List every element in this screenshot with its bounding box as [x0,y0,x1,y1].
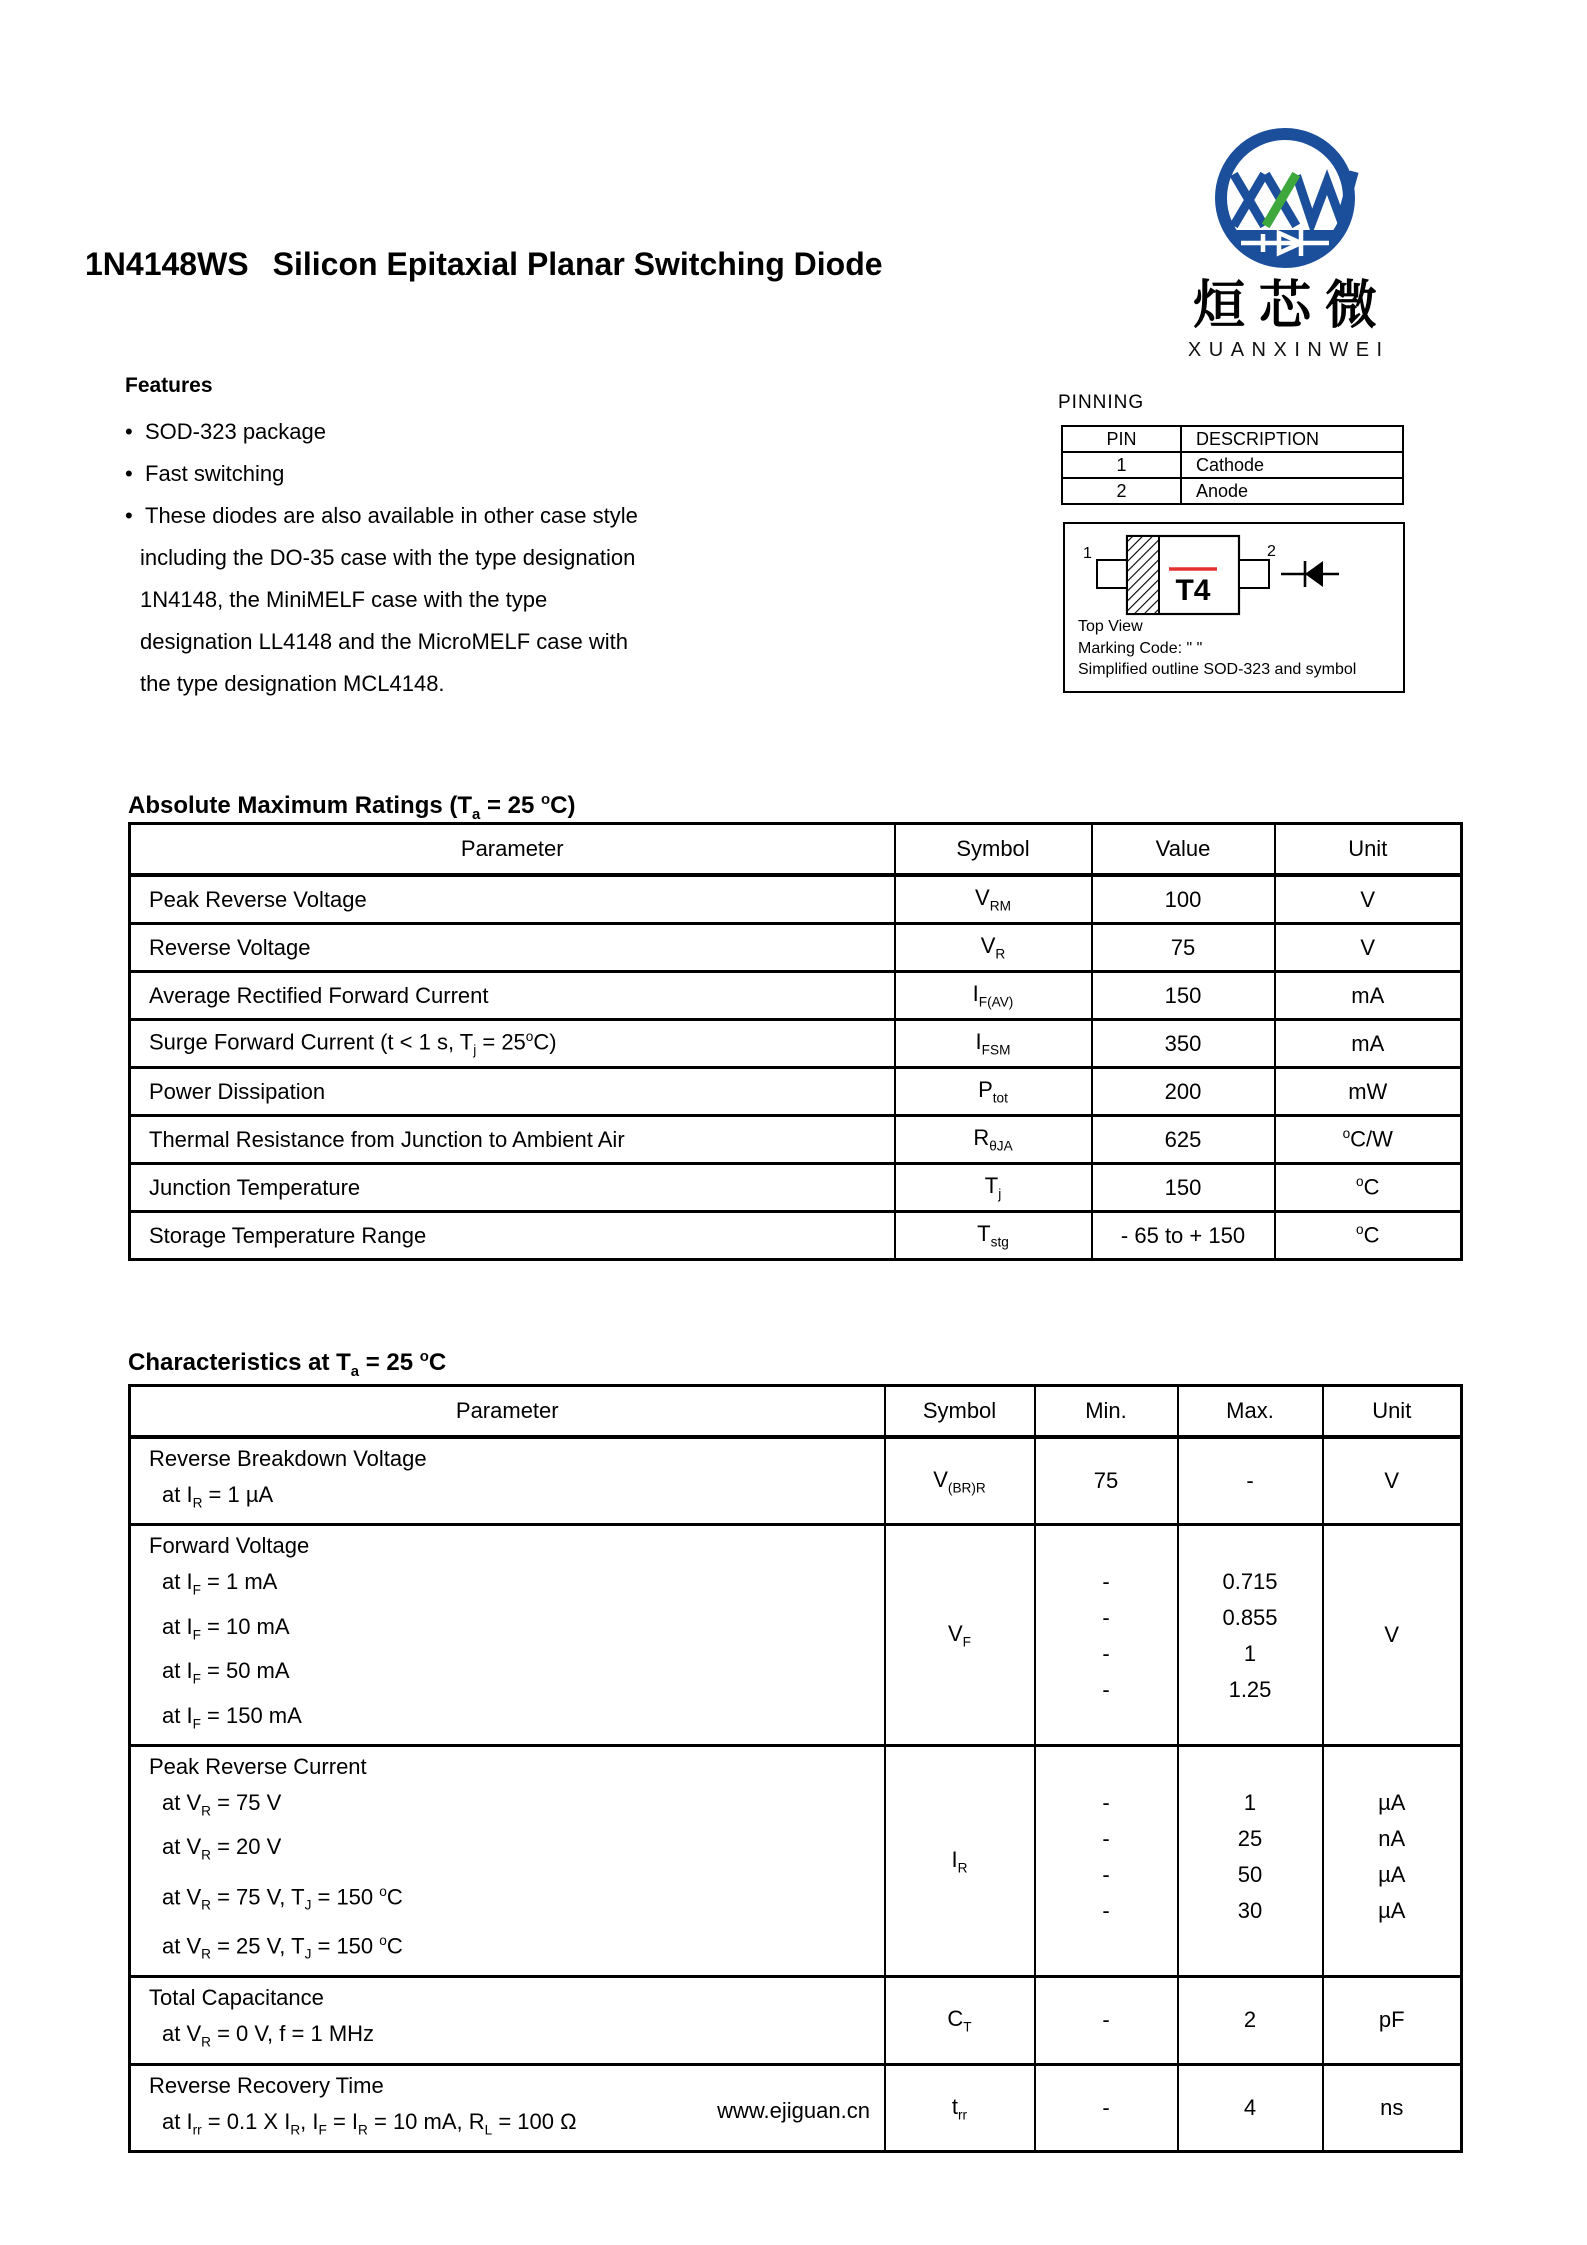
min-cell: - - - - [1035,1525,1178,1746]
caption-simplified-outline: Simplified outline SOD-323 and symbol [1078,661,1357,678]
parameter-cell [130,1745,885,1976]
value-cell: 100 [1092,875,1275,924]
symbol-cell: $t_{rr}$ [885,2064,1035,2151]
table-row [130,1525,1462,1746]
value-cell: 625 [1092,1116,1275,1164]
col-header-pin: PIN [1062,426,1181,452]
symbol-cell: $P_{tot}$ [895,1068,1092,1116]
pin-description-cell: Anode [1181,478,1403,504]
table-row [130,1164,1462,1212]
max-cell: 2 [1178,1977,1323,2064]
unit-cell: pF [1323,1977,1462,2064]
min-cell: 75 [1035,1437,1178,1525]
parameter-cell: Power Dissipation [130,1068,895,1116]
part-description: Silicon Epitaxial Planar Switching Diode [272,246,883,282]
diode-symbol-icon [1281,561,1339,587]
param-condition: at $I_F = 150$ mA [162,1702,302,1731]
symbol-cell: $V_{(BR)R}$ [885,1437,1035,1525]
symbol-cell: $V_R$ [895,924,1092,972]
value-cell: 350 [1092,1020,1275,1068]
feature-continuation-line: designation LL4148 and the MicroMELF case with [140,629,628,654]
parameter-cell: Thermal Resistance from Junction to Ambient Air [130,1116,895,1164]
param-condition: at $V_R = 75$ V, $T_J = 150$ $^o$C [162,1883,403,1913]
max-cell: 0.715 0.855 1 1.25 [1178,1525,1323,1746]
symbol-cell: $I_R$ [885,1745,1035,1976]
unit-cell: $^o$C [1275,1164,1462,1212]
parameter-cell [130,1977,885,2064]
value-cell: 200 [1092,1068,1275,1116]
abs-max-heading: Absolute Maximum Ratings ($T_a = 25$ $^o$C) [128,792,576,823]
symbol-cell: $I_{F(AV)}$ [895,972,1092,1020]
symbol-cell: $T_j$ [895,1164,1092,1212]
unit-cell: ns [1323,2064,1462,2151]
table-header-row [130,824,1462,876]
col-header-description: DESCRIPTION [1181,426,1403,452]
characteristics-table [128,1384,1463,2153]
param-condition: at $V_R = 20$ V [162,1834,282,1863]
max-cell: 1 25 50 30 [1178,1745,1323,1976]
symbol-cell: $V_F$ [885,1525,1035,1746]
parameter-cell: Average Rectified Forward Current [130,972,895,1020]
col-header-symbol: Symbol [885,1386,1035,1438]
pin1-label: 1 [1083,545,1092,562]
table-row [130,1068,1462,1116]
pin-description-cell: Cathode [1181,452,1403,478]
feature-bullet-item: • These diodes are also available in other case style [125,495,805,537]
part-number: 1N4148WS [85,246,249,282]
col-header-parameter: Parameter [130,824,895,876]
max-cell: 4 [1178,2064,1323,2151]
param-condition: at $V_R = 75$ V [162,1789,282,1819]
col-header-symbol: Symbol [895,824,1092,876]
min-cell: - - - - [1035,1745,1178,1976]
table-header-row [1062,426,1403,452]
table-row [130,1116,1462,1164]
value-cell: 75 [1092,924,1275,972]
feature-bullet-item: • Fast switching [125,453,805,495]
col-header-parameter: Parameter [130,1386,885,1438]
param-title: Forward Voltage [149,1533,310,1559]
symbol-cell: $T_{stg}$ [895,1212,1092,1260]
parameter-cell: Junction Temperature [130,1164,895,1212]
param-condition: at $V_R = 25$ V, $T_J = 150$ $^o$C [162,1933,403,1963]
col-header-unit: Unit [1275,824,1462,876]
min-cell: - [1035,2064,1178,2151]
pinning-heading: PINNING [1058,392,1145,413]
table-row [1062,478,1403,504]
col-header-unit: Unit [1323,1386,1462,1438]
marking-code-text: T4 [1175,574,1211,607]
param-title: Peak Reverse Current [149,1753,367,1779]
bullet-icon: • [125,419,133,444]
feature-continuation-line: the type designation MCL4148. [140,671,445,696]
cathode-band [1127,536,1159,614]
feature-bullet-item: • SOD-323 package [125,411,805,453]
unit-cell: $^o$C/W [1275,1116,1462,1164]
parameter-cell [130,1437,885,1525]
pinning-table [1061,425,1404,505]
parameter-cell: Storage Temperature Range [130,1212,895,1260]
features-heading: Features [125,374,213,397]
table-row [130,972,1462,1020]
table-row [130,1437,1462,1525]
left-lead [1097,560,1127,588]
pin-number-cell: 2 [1062,478,1181,504]
unit-cell: $^o$C [1275,1212,1462,1260]
footer-url: www.ejiguan.cn [717,2098,870,2123]
logo-chinese-name: 烜芯微 [1192,277,1391,335]
page-title [85,246,883,283]
unit-cell: V [1275,875,1462,924]
param-condition: at $I_F = 1$ mA [162,1569,278,1598]
caption-marking-code: Marking Code: " " [1078,639,1203,657]
table-row [130,1020,1462,1068]
param-title: Total Capacitance [149,1985,324,2011]
parameter-cell: Reverse Voltage [130,924,895,972]
unit-cell: mA [1275,1020,1462,1068]
max-cell: - [1178,1437,1323,1525]
abs-max-table [128,822,1463,1261]
value-cell: 150 [1092,972,1275,1020]
caption-top-view: Top View [1078,618,1143,635]
col-header-min: Min. [1035,1386,1178,1438]
table-row [130,875,1462,924]
col-header-value: Value [1092,824,1275,876]
unit-cell: µA nA µA µA [1323,1745,1462,1976]
unit-cell: V [1323,1525,1462,1746]
feature-continuation-line: including the DO-35 case with the type designation [140,545,636,570]
symbol-cell: $V_{RM}$ [895,875,1092,924]
package-outline-drawing [1065,524,1403,618]
table-row [130,924,1462,972]
param-condition: at $I_{rr} = 0.1$ X $I_R$, $I_F = I_R = 10$ mA, $R_L = 100$ Ω [162,2108,577,2137]
features-section [125,374,805,705]
features-list [125,411,805,705]
outline-captions [1078,616,1356,681]
symbol-cell: $R_{\theta JA}$ [895,1116,1092,1164]
param-condition: at $I_F = 10$ mA [162,1613,290,1643]
logo-mark-icon [1205,126,1365,276]
characteristics-heading: Characteristics at $T_a = 25$ $^o$C [128,1349,447,1380]
pin-number-cell: 1 [1062,452,1181,478]
bullet-icon: • [125,461,133,486]
symbol-cell: $I_{FSM}$ [895,1020,1092,1068]
col-header-max: Max. [1178,1386,1323,1438]
feature-continuation-line: 1N4148, the MiniMELF case with the type [140,587,548,612]
table-row [130,1212,1462,1260]
bullet-icon: • [125,503,133,528]
min-cell: - [1035,1977,1178,2064]
table-row [1062,452,1403,478]
pin2-label: 2 [1267,543,1276,560]
param-condition: at $V_R = 0$ V, f = 1 MHz [162,2021,375,2050]
value-cell: 150 [1092,1164,1275,1212]
param-condition: at $I_F = 50$ mA [162,1658,290,1687]
table-row [130,1745,1462,1976]
unit-cell: V [1275,924,1462,972]
right-lead [1239,560,1269,588]
symbol-cell: $C_T$ [885,1977,1035,2064]
unit-cell: mA [1275,972,1462,1020]
param-title: Reverse Breakdown Voltage [149,1446,427,1471]
unit-cell: mW [1275,1068,1462,1116]
package-outline-box [1063,522,1405,693]
parameter-cell: Surge Forward Current (t < 1 s, $T_j = 25^oC$) [130,1020,895,1068]
param-title: Reverse Recovery Time [149,2072,384,2098]
parameter-cell [130,1525,885,1746]
company-logo [1178,126,1392,362]
parameter-cell: Peak Reverse Voltage [130,875,895,924]
table-header-row [130,1386,1462,1438]
value-cell: - 65 to + 150 [1092,1212,1275,1260]
unit-cell: V [1323,1437,1462,1525]
param-condition: at $I_R = 1$ µA [162,1482,274,1511]
logo-romanized-name: XUANXINWEI [1187,339,1390,361]
table-row [130,1977,1462,2064]
